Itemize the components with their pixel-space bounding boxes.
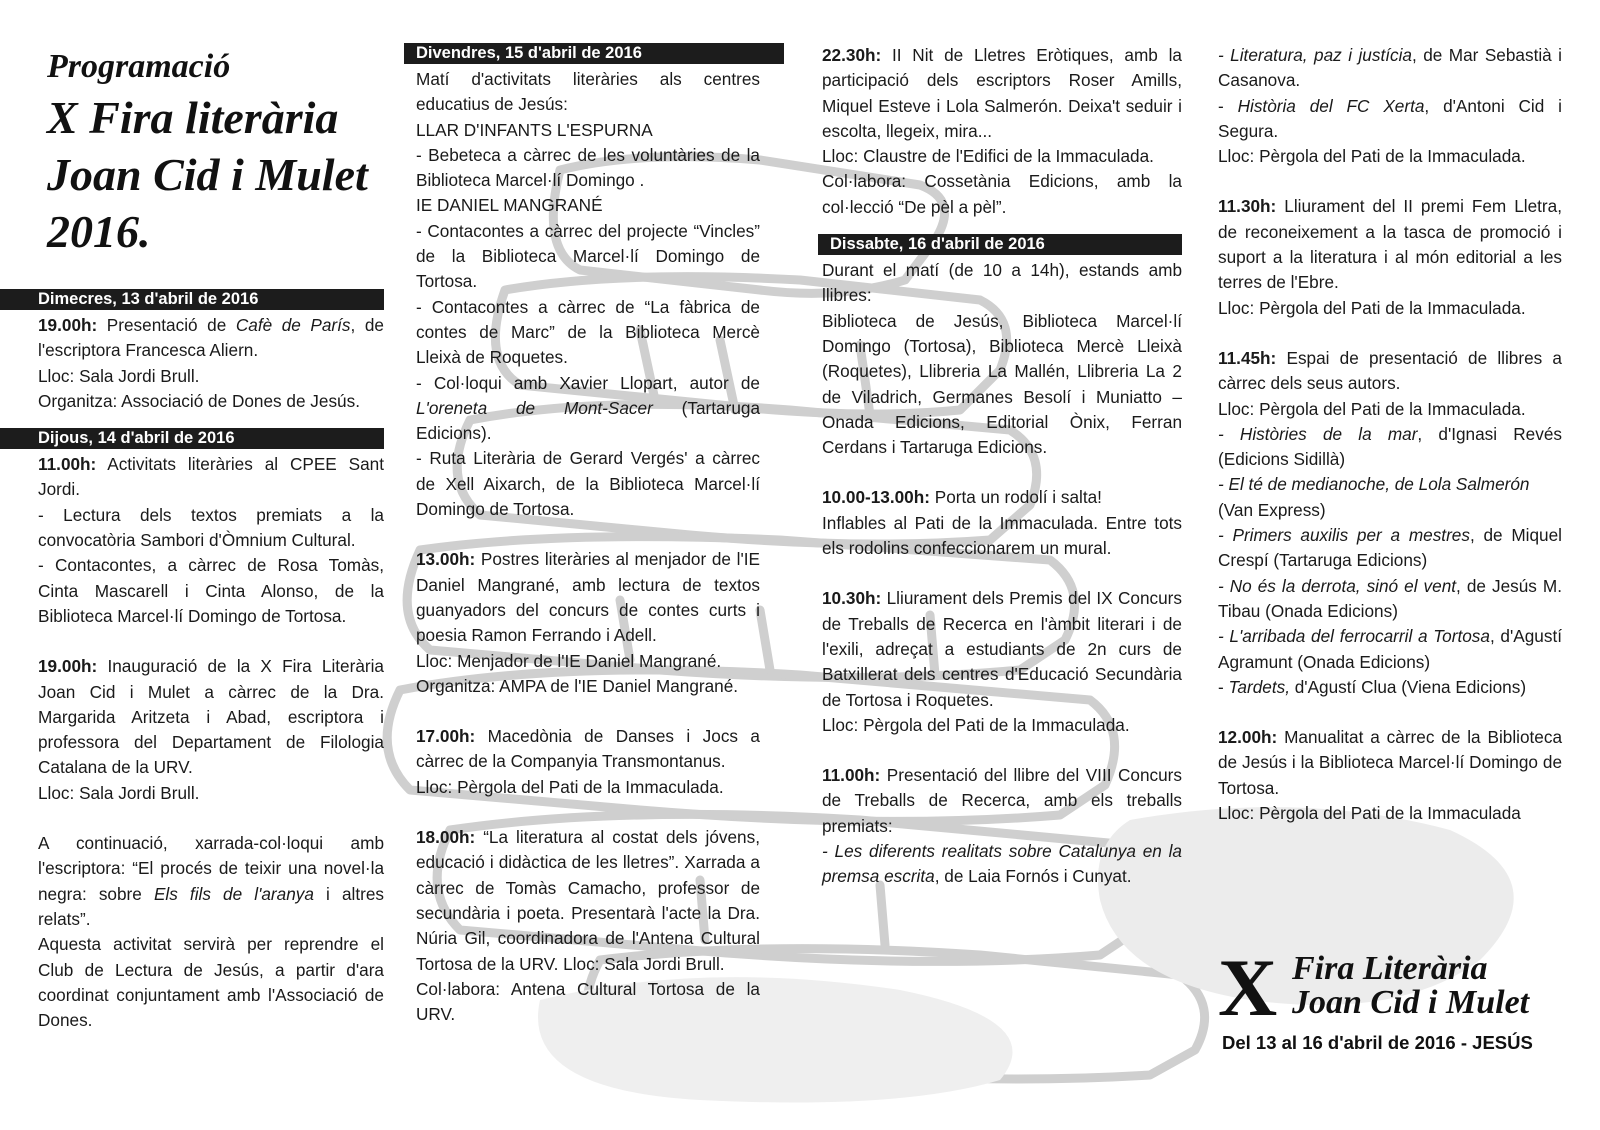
- event-paragraph: [38, 654, 384, 780]
- day-header-thursday: Dijous, 14 d'abril de 2016: [0, 428, 384, 449]
- event-text: , de Jesús M. Tibau (Onada Edicions): [1218, 575, 1562, 621]
- book-item: [1218, 624, 1562, 675]
- book-title: - El té de medianoche, de Lola Salmerón: [1218, 474, 1530, 495]
- event-collaborator: Col·labora: Cossetània Edicions, amb la col·lecció “De pèl a pèl”.: [822, 171, 1182, 217]
- event-location: Lloc: Sala Jordi Brull.: [38, 365, 200, 386]
- book-item: [1218, 574, 1562, 625]
- book-title: Tardets,: [1228, 676, 1290, 697]
- programacio-heading: Programació: [47, 48, 231, 85]
- book-title: L'oreneta de Mont-Sacer: [416, 397, 653, 418]
- event-paragraph: Matí d'activitats literàries als centres educatius de Jesús:: [416, 69, 760, 115]
- event-text: , d'Agustí Agramunt (Onada Edicions): [1218, 626, 1562, 672]
- event-text: Macedònia de Danses i Jocs a càrrec de la Companyia Transmontanus.: [416, 726, 760, 772]
- event-time: 19.00h:: [38, 315, 98, 335]
- book-item: [1218, 472, 1562, 523]
- bullet-dash: -: [1218, 676, 1229, 697]
- event-time: 11.45h:: [1218, 347, 1277, 368]
- event-time: 11.00h:: [822, 765, 881, 786]
- book-title: - Històries de la mar: [1218, 423, 1418, 444]
- book-title: Història del FC Xerta: [1237, 95, 1425, 116]
- column-2: [404, 43, 784, 1027]
- column-1: [0, 289, 384, 1033]
- event-text: Postres literàries al menjador de l'IE Daniel Mangrané, amb lectura de textos guanyadors del concurs de contes curts i poesia Ramon Ferrando i Adell.: [416, 549, 760, 646]
- bullet-dash: -: [1218, 95, 1238, 116]
- logo-x: X: [1218, 942, 1278, 1033]
- event-item: - Contacontes, a càrrec de Rosa Tomàs, Cinta Mascarell i Cinta Alonso, de la Biblioteca Marcel·lí Domingo de Tortosa.: [38, 555, 384, 626]
- event-text: Lliurament dels Premis del IX Concurs de Treballs de Recerca en l'àmbit literari i de l'exili, adreçat a estudiants de 2n curs de Batxillerat dels centres d'Educació Secundària de Tortosa i Roquetes.: [822, 588, 1182, 710]
- event-text: II Nit de Lletres Eròtiques, amb la participació dels escriptors Roser Amills, Miquel Esteve i Lola Salmerón. Deixa't seduir i escolta, llegeix, mira...: [822, 45, 1182, 141]
- event-text: , de Miquel Crespí (Tartaruga Edicions): [1218, 525, 1562, 571]
- day-header-saturday: Dissabte, 16 d'abril de 2016: [818, 234, 1182, 255]
- event-text: Lliurament del II premi Fem Lletra, de reconeixement a la tasca de promoció i suport a la literatura i al món editorial a les terres de l'Ebre.: [1218, 196, 1562, 293]
- school-name: LLAR D'INFANTS L'ESPURNA: [416, 119, 653, 140]
- event-time: 19.00h:: [38, 656, 98, 677]
- event-text: - Col·loqui amb Xavier Llopart, autor de: [416, 372, 760, 393]
- fair-logo: [1218, 942, 1558, 1068]
- event-paragraph: [1218, 346, 1562, 397]
- event-organizer: Organitza: Associació de Dones de Jesús.: [38, 390, 360, 411]
- column-4: [1218, 43, 1562, 826]
- event-location: Lloc: Pèrgola del Pati de la Immaculada.: [822, 714, 1130, 735]
- event-text: A continuació, xarrada-col·loqui amb l'escriptora: “El procés de teixir una novel·la negra: sobre: [38, 833, 384, 904]
- page-title: [47, 45, 368, 260]
- event-paragraph: [38, 831, 384, 932]
- book-item: [1218, 523, 1562, 574]
- event-text: Espai de presentació de llibres a càrrec dels seus autors.: [1218, 347, 1562, 394]
- event-item: [822, 839, 1182, 890]
- column-3-body-2: [818, 258, 1182, 890]
- event-paragraph: Inflables al Pati de la Immaculada. Entre tots els rodolins confeccionarem un mural.: [822, 512, 1182, 559]
- event-text: i altres relats”.: [38, 883, 385, 929]
- event-item: [1218, 94, 1562, 145]
- event-location: Lloc: Pèrgola del Pati de la Immaculada.: [416, 776, 724, 797]
- event-item: [416, 371, 760, 447]
- event-text: , d'Antoni Cid i Segura.: [1218, 95, 1563, 141]
- event-time: 13.00h:: [416, 549, 476, 570]
- column-1-body: [0, 313, 384, 414]
- event-text: Manualitat a càrrec de la Biblioteca de Jesús i la Biblioteca Marcel·lí Domingo de Tortosa.: [1218, 727, 1562, 798]
- event-paragraph: [416, 547, 760, 648]
- event-paragraph: Durant el matí (de 10 a 14h), estands amb llibres:: [822, 260, 1182, 306]
- event-text: , de Laia Fornós i Cunyat.: [934, 866, 1132, 887]
- day-header-wednesday: Dimecres, 13 d'abril de 2016: [0, 289, 384, 310]
- event-time: 11.00h:: [38, 454, 97, 475]
- event-location: Lloc: Pèrgola del Pati de la Immaculada.: [1218, 146, 1526, 167]
- event-paragraph: [822, 763, 1182, 839]
- event-location: Lloc: Pèrgola del Pati de la Immaculada.: [1218, 398, 1526, 419]
- event-time: 10.00-13.00h:: [822, 487, 930, 508]
- event-paragraph: Aquesta activitat servirà per reprendre el Club de Lectura de Jesús, a partir d'ara coordinat conjuntament amb l'Associació de Dones.: [38, 934, 384, 1031]
- title-line-1: X Fira literària: [47, 92, 339, 143]
- column-3: [818, 43, 1188, 890]
- event-paragraph: [1218, 194, 1562, 295]
- column-2-body: [404, 67, 784, 1027]
- event-text: d'Agustí Clua (Viena Edicions): [1289, 676, 1527, 697]
- event-text: (Van Express): [1218, 499, 1326, 520]
- event-text: “La literatura al costat dels jóvens, educació i didàctica de les lletres”. Xarrada a càrrec de Tomàs Camacho, professor de secundària i poeta. Presentarà l'acte la Dra. Núria Gil, coordinadora de l'Antena Cultural Tortosa de la URV. Lloc: Sala Jordi Brull.: [416, 827, 760, 974]
- logo-dates: Del 13 al 16 d'abril de 2016 - JESÚS: [1222, 1032, 1533, 1053]
- event-time: 11.30h:: [1218, 196, 1277, 217]
- event-organizer: Organitza: AMPA de l'IE Daniel Mangrané.: [416, 675, 739, 696]
- book-title: - No és la derrota, sinó el vent: [1218, 575, 1457, 596]
- event-paragraph: [822, 586, 1182, 712]
- book-title: - Les diferents realitats sobre Catalunya en la premsa escrita: [822, 841, 1182, 887]
- title-line-3: 2016.: [47, 206, 151, 257]
- event-item: [1218, 43, 1562, 94]
- column-1-body-2: [0, 452, 384, 1033]
- book-item: [1218, 422, 1562, 473]
- event-item: - Lectura dels textos premiats a la convocatòria Sambori d'Òmnium Cultural.: [38, 504, 384, 551]
- event-paragraph: [38, 313, 384, 364]
- event-paragraph: [38, 452, 384, 503]
- book-title: - Literatura, paz i justícia: [1218, 45, 1412, 65]
- event-time: 10.30h:: [822, 588, 882, 609]
- title-line-2: Joan Cid i Mulet: [47, 149, 368, 200]
- column-3-body: [818, 43, 1182, 220]
- event-item: - Contacontes a càrrec de “La fàbrica de contes de Marc” de la Biblioteca Mercè Lleixà de Roquetes.: [416, 296, 760, 368]
- event-text: Porta un rodolí i salta!: [929, 487, 1102, 508]
- event-time: 17.00h:: [416, 726, 476, 747]
- event-time: 18.00h:: [416, 827, 476, 848]
- event-text: (Tartaruga Edicions).: [416, 397, 761, 444]
- event-paragraph: [416, 724, 760, 775]
- day-header-friday: Divendres, 15 d'abril de 2016: [404, 43, 784, 64]
- event-item: - Contacontes a càrrec del projecte “Vincles” de la Biblioteca Marcel·lí Domingo de Tortosa.: [416, 220, 760, 292]
- book-title: Cafè de París: [235, 315, 351, 335]
- event-text: , de Mar Sebastià i Casanova.: [1218, 45, 1562, 91]
- book-title: - Primers auxilis per a mestres: [1218, 525, 1470, 546]
- event-text: , de l'escriptora Francesca Aliern.: [38, 315, 384, 361]
- event-paragraph: [1218, 725, 1562, 801]
- event-location: Lloc: Pèrgola del Pati de la Immaculada: [1218, 803, 1521, 824]
- stands-list: Biblioteca de Jesús, Biblioteca Marcel·lí Domingo (Tortosa), Biblioteca Mercè Lleixà (Roquetes), Llibreria La Mallén, Llibreria La 2 de Viladrich, Germanes Besolí i Muniatto – Onada Edicions, Editorial Ònix, Ferran Cerdans i Tartaruga Edicions.: [822, 310, 1182, 458]
- event-paragraph: [822, 485, 1182, 510]
- event-location: Lloc: Claustre de l'Edifici de la Immaculada.: [822, 146, 1154, 167]
- event-location: Lloc: Sala Jordi Brull.: [38, 782, 200, 803]
- event-text: Activitats literàries al CPEE Sant Jordi.: [38, 454, 384, 500]
- book-title: - L'arribada del ferrocarril a Tortosa: [1218, 626, 1490, 647]
- event-text: Presentació de: [97, 315, 236, 335]
- event-time: 12.00h:: [1218, 727, 1278, 748]
- event-paragraph: [416, 825, 760, 977]
- book-title: Els fils de l'aranya: [153, 883, 314, 904]
- book-item: [1218, 675, 1562, 700]
- event-location: Lloc: Pèrgola del Pati de la Immaculada.: [1218, 297, 1526, 318]
- event-time: 22.30h:: [822, 45, 882, 65]
- event-text: Inauguració de la X Fira Literària Joan Cid i Mulet a càrrec de la Dra. Margarida Aritzeta i Abad, escriptora i professora del Departament de Filologia Catalana de la URV.: [38, 656, 384, 778]
- logo-line-2: Joan Cid i Mulet: [1292, 984, 1530, 1021]
- event-item: - Ruta Literària de Gerard Vergés' a càrrec de Xell Aixarch, de la Biblioteca Marcel·lí Domingo de Tortosa.: [416, 448, 760, 520]
- event-location: Lloc: Menjador de l'IE Daniel Mangrané.: [416, 650, 722, 671]
- event-item: - Bebeteca a càrrec de les voluntàries de la Biblioteca Marcel·lí Domingo .: [416, 144, 760, 191]
- logo-line-1: Fira Literària: [1292, 950, 1488, 987]
- event-text: , d'Ignasi Revés (Edicions Sidillà): [1218, 423, 1562, 470]
- event-paragraph: [822, 43, 1182, 144]
- event-text: Presentació del llibre del VIII Concurs de Treballs de Recerca, amb els treballs premiats:: [822, 765, 1182, 836]
- event-collaborator: Col·labora: Antena Cultural Tortosa de la URV.: [416, 978, 760, 1025]
- school-name: IE DANIEL MANGRANÉ: [416, 195, 603, 216]
